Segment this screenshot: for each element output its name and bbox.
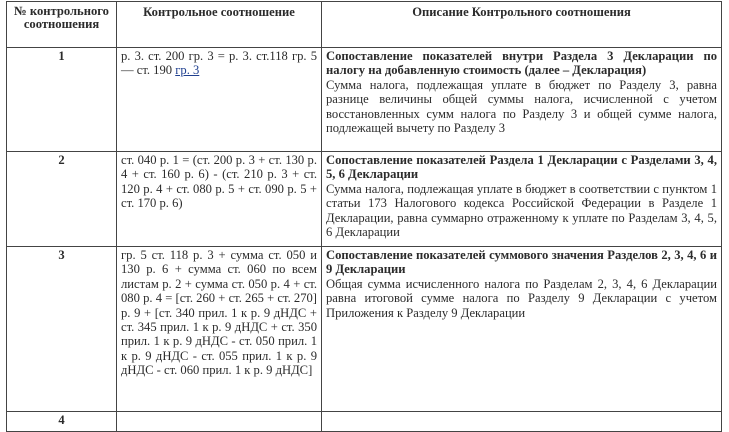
row-description — [322, 412, 722, 432]
description-text: Сумма налога, подлежащая уплате в бюджет в соответствии с пунктом 1 статьи 173 Налогового кодекса Российской Федерации в Разделе 1 Декларации, равна суммарно отраженному к уплате по Разделам 3, 4, 5, 6 Декларации — [326, 181, 717, 240]
row-formula — [117, 412, 322, 432]
control-ratios-table — [6, 1, 722, 432]
table-row — [7, 412, 722, 432]
description-title: Сопоставление показателей внутри Раздела 3 Декларации по налогу на добавленную стоимость (далее – Декларация) — [326, 49, 717, 78]
row-formula: ст. 040 р. 1 = (ст. 200 р. 3 + ст. 130 р. 4 + ст. 160 р. 6) - (ст. 210 р. 3 + ст. 120 р. 4 + ст. 080 р. 5 + ст. 090 р. 5 + ст. 170 р. 6) — [117, 152, 322, 247]
row-number: 2 — [7, 152, 117, 247]
row-description — [322, 48, 722, 152]
formula-text: р. 3. ст. 200 гр. 3 = р. 3. ст.118 гр. 5 — ст. 190 — [121, 49, 317, 78]
table-header-row — [7, 2, 722, 48]
row-description — [322, 247, 722, 412]
row-number: 3 — [7, 247, 117, 412]
formula-link[interactable]: гр. 3 — [175, 63, 200, 78]
header-ratio: Контрольное соотношение — [117, 2, 322, 48]
row-formula: гр. 5 ст. 118 р. 3 + сумма ст. 050 и 130 р. 6 + сумма ст. 060 по всем листам р. 2 + сумма ст. 050 р. 4 + ст. 080 р. 4 = [ст. 260 + ст. 265 + ст. 270] р. 9 + [ст. 340 прил. 1 к р. 9 дНДС + ст. 345 прил. 1 к р. 9 дНДС + ст. 350 прил. 1 к р. 9 дНДС - ст. 050 прил. 1 к р. 9 дНДС - ст. 055 прил. 1 к р. 9 дНДС - ст. 060 прил. 1 к р. 9 дНДС] — [117, 247, 322, 412]
row-number: 4 — [7, 412, 117, 432]
description-text: Сумма налога, подлежащая уплате в бюджет по Разделу 3, равна разнице величины общей суммы налога, исчисленной с учетом восстановленных сумм налога по Разделу 3 и общей сумме налога, подлежащей вычету по Разделу 3 — [326, 77, 717, 136]
header-number: № контрольного соотношения — [7, 2, 117, 48]
description-text: Общая сумма исчисленного налога по Разделам 2, 3, 4, 6 Декларации равна итоговой сумме налога по Разделу 9 Декларации с учетом Приложения к Разделу 9 Декларации — [326, 276, 717, 320]
row-formula — [117, 48, 322, 152]
row-number: 1 — [7, 48, 117, 152]
description-title: Сопоставление показателей Раздела 1 Декларации с Разделами 3, 4, 5, 6 Декларации — [326, 153, 717, 182]
row-description — [322, 152, 722, 247]
description-title: Сопоставление показателей суммового значения Разделов 2, 3, 4, 6 и 9 Декларации — [326, 248, 717, 277]
table-row — [7, 152, 722, 247]
table-row — [7, 247, 722, 412]
table-row — [7, 48, 722, 152]
header-description: Описание Контрольного соотношения — [322, 2, 722, 48]
